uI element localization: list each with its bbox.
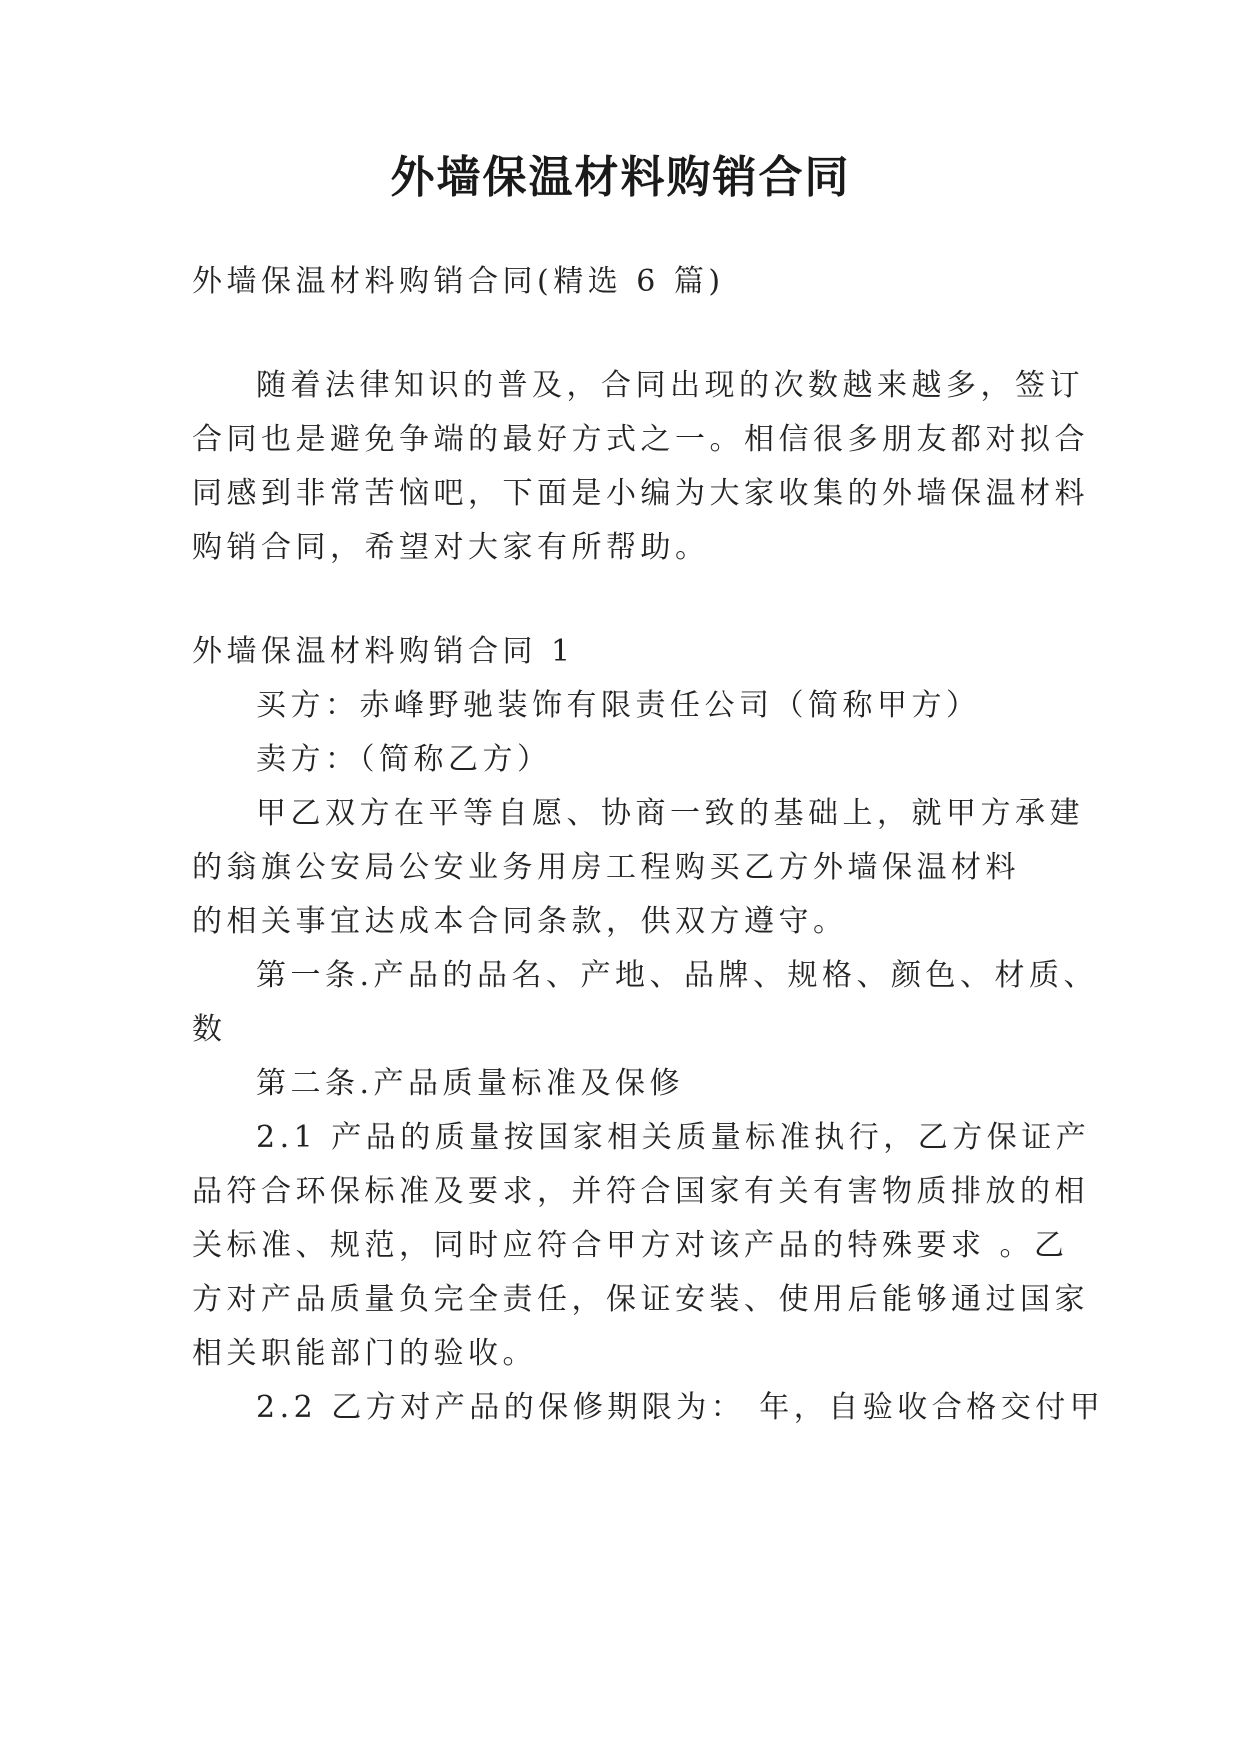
body-line: 2.2 乙方对产品的保修期限为： 年，自验收合格交付甲 (256, 1390, 1105, 1425)
body-line: 的翁旗公安局公安业务用房工程购买乙方外墙保温材料 (192, 850, 1020, 885)
document-subtitle: 外墙保温材料购销合同(精选 6 篇) (192, 264, 725, 299)
body-line: 品符合环保标准及要求，并符合国家有关有害物质排放的相 (192, 1174, 1089, 1209)
intro-line: 同感到非常苦恼吧，下面是小编为大家收集的外墙保温材料 (192, 476, 1089, 511)
intro-line: 合同也是避免争端的最好方式之一。相信很多朋友都对拟合 (192, 422, 1089, 457)
intro-line: 购销合同，希望对大家有所帮助。 (192, 530, 710, 565)
body-line: 第一条.产品的品名、产地、品牌、规格、颜色、材质、 (256, 958, 1099, 993)
body-line: 的相关事宜达成本合同条款，供双方遵守。 (192, 904, 848, 939)
section-heading: 外墙保温材料购销合同 1 (192, 634, 575, 669)
body-line: 第二条.产品质量标准及保修 (256, 1066, 685, 1101)
body-line: 关标准、规范，同时应符合甲方对该产品的特殊要求 。乙 (192, 1228, 1069, 1263)
body-line: 数 (192, 1012, 227, 1047)
body-line: 方对产品质量负完全责任，保证安装、使用后能够通过国家 (192, 1282, 1089, 1317)
body-line: 2.1 产品的质量按国家相关质量标准执行，乙方保证产 (256, 1120, 1091, 1155)
intro-line: 随着法律知识的普及，合同出现的次数越来越多，签订 (256, 368, 1084, 403)
document-title: 外墙保温材料购销合同 (390, 152, 851, 203)
body-line: 卖方：（简称乙方） (256, 742, 552, 777)
body-line: 买方：赤峰野驰装饰有限责任公司（简称甲方） (256, 688, 981, 723)
body-line: 甲乙双方在平等自愿、协商一致的基础上，就甲方承建 (256, 796, 1084, 831)
body-line: 相关职能部门的验收。 (192, 1336, 537, 1371)
